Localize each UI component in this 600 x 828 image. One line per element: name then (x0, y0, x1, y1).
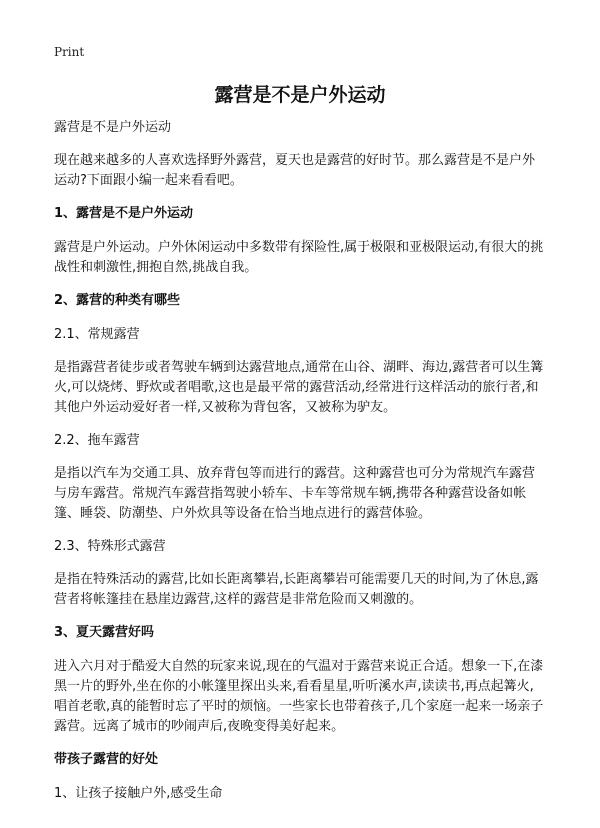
intro-title: 露营是不是户外运动 (54, 120, 172, 135)
section2-sub1-paragraph: 是指露营者徒步或者驾驶车辆到达露营地点,通常在山谷、湖畔、海边,露营者可以生篝火,可以烧烤、野炊或者唱歌,这也是最平常的露营活动,经常进行这样活动的旅行者,和其他户外运动爱好者一样,又被称为背包客，又被称为驴友。 (54, 360, 544, 415)
section3-heading: 3、夏天露营好吗 (54, 625, 155, 640)
section3-paragraph: 进入六月对于酷爱大自然的玩家来说,现在的气温对于露营来说正合适。想象一下,在漆黑一片的野外,坐在你的小帐篷里探出头来,看看星星,听听溪水声,读读书,再点起篝火,唱首老歌,真的能暂时忘了平时的烦恼。一些家长也带着孩子,几个家庭一起来一场亲子露营。远离了城市的吵闹声后,夜晚变得美好起来。 (54, 659, 544, 734)
section2-sub1-title: 2.1、常规露营 (54, 327, 140, 342)
intro-paragraph: 现在越来越多的人喜欢选择野外露营，夏天也是露营的好时节。那么露营是不是户外运动?下面跟小编一起来看看吧。 (54, 153, 536, 188)
section1-paragraph: 露营是户外运动。户外休闲运动中多数带有探险性,属于极限和亚极限运动,有很大的挑战性和刺激性,拥抱自然,挑战自我。 (54, 240, 544, 275)
section2-sub2-paragraph: 是指以汽车为交通工具、放弃背包等而进行的露营。这种露营也可分为常规汽车露营与房车露营。常规汽车露营指驾驶小轿车、卡车等常规车辆,携带各种露营设备如帐篷、睡袋、防潮垫、户外炊具等设备在恰当地点进行的露营体验。 (54, 466, 536, 521)
article-body (54, 118, 546, 817)
page-title: 露营是不是户外运动 (214, 84, 386, 106)
section2-sub3-title: 2.3、特殊形式露营 (54, 539, 166, 554)
section4-heading: 带孩子露营的好处 (54, 752, 159, 767)
section4-item1: 1、让孩子接触户外,感受生命 (54, 786, 223, 801)
section2-heading: 2、露营的种类有哪些 (54, 293, 181, 308)
section2-sub2-title: 2.2、拖车露营 (54, 433, 140, 448)
print-link[interactable]: Print (54, 45, 85, 59)
section1-heading: 1、露营是不是户外运动 (54, 206, 194, 221)
section2-sub3-paragraph: 是指在特殊活动的露营,比如长距离攀岩,长距离攀岩可能需要几天的时间,为了休息,露营者将帐篷挂在悬崖边露营,这样的露营是非常危险而又刺激的。 (54, 572, 539, 607)
